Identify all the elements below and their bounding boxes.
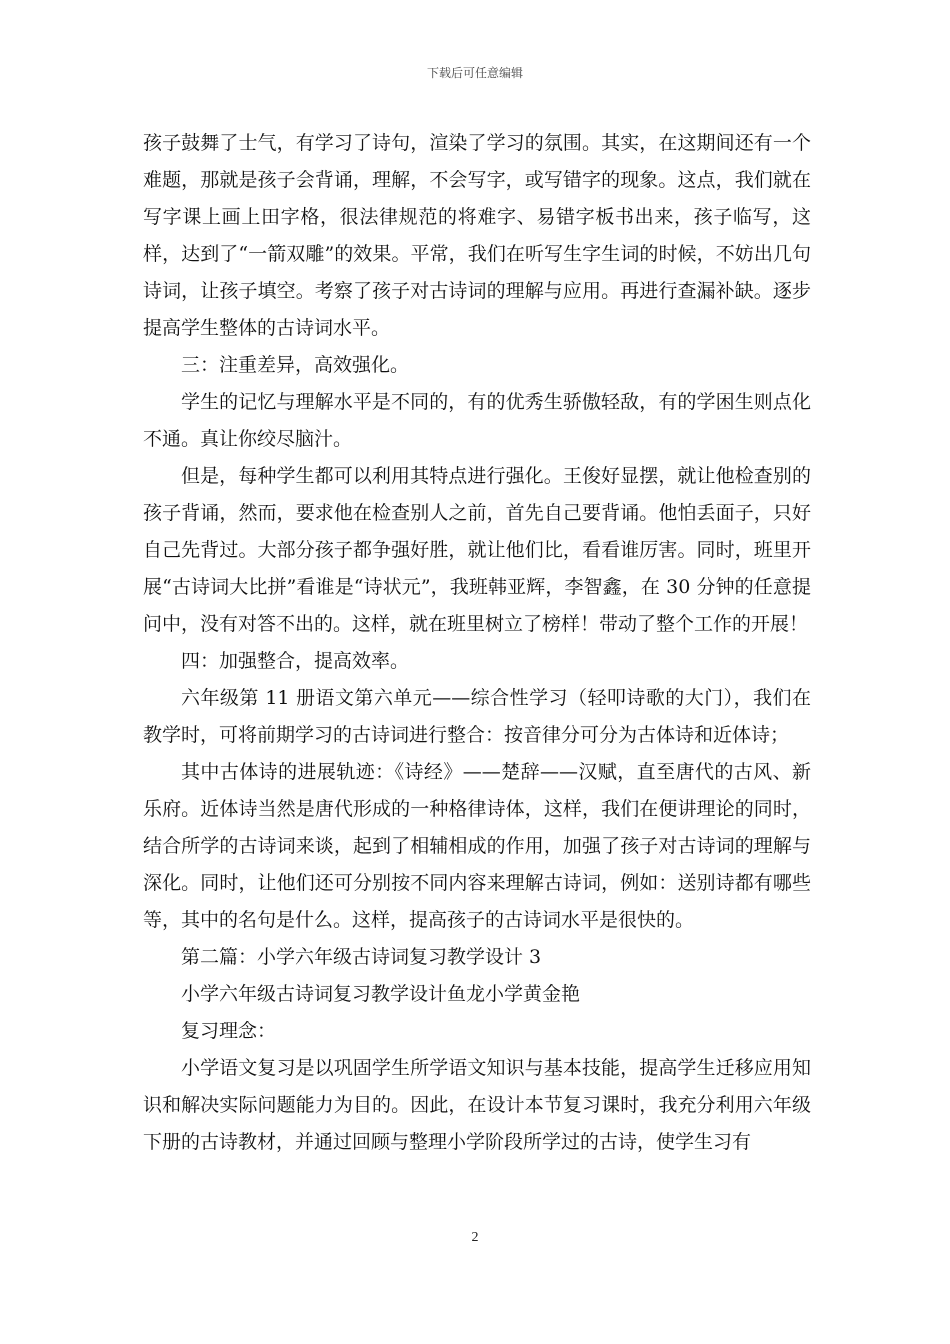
paragraph: 六年级第 11 册语文第六单元——综合性学习（轻叩诗歌的大门），我们在教学时，可将前期学习的古诗词进行整合：按音律分可分为古体诗和近体诗；: [143, 687, 811, 746]
section-heading: 四：加强整合，提高效率。: [181, 650, 410, 672]
paragraph: 小学语文复习是以巩固学生所学语文知识与基本技能，提高学生迁移应用知识和解决实际问题能力为目的。因此，在设计本节复习课时，我充分利用六年级下册的古诗教材，并通过回顾与整理小学阶段所学过的古诗，使学生习有: [143, 1057, 811, 1153]
section-heading: 复习理念：: [181, 1020, 277, 1042]
page-number: 2: [471, 1230, 479, 1245]
paragraph: 其中古体诗的进展轨迹：《诗经》——楚辞——汉赋，直至唐代的古风、新乐府。近体诗当然是唐代形成的一种格律诗体，这样，我们在便讲理论的同时，结合所学的古诗词来谈，起到了相辅相成的作用，加强了孩子对古诗词的理解与深化。同时，让他们还可分别按不同内容来理解古诗词，例如：送别诗都有哪些等，其中的名句是什么。这样，提高孩子的古诗词水平是很快的。: [143, 761, 811, 931]
section-heading: 第二篇：小学六年级古诗词复习教学设计 3: [181, 946, 542, 968]
paragraph: 但是，每种学生都可以利用其特点进行强化。王俊好显摆，就让他检查别的孩子背诵，然而，要求他在检查别人之前，首先自己要背诵。他怕丢面子，只好自己先背过。大部分孩子都争强好胜，就让他们比，看看谁厉害。同时，班里开展“古诗词大比拼”看谁是“诗状元”，我班韩亚辉，李智鑫，在 30 分钟的任意提问中，没有对答不出的。这样，就在班里树立了榜样！带动了整个工作的开展！: [143, 465, 811, 635]
page-header: 下载后可任意编辑: [426, 66, 523, 80]
paragraph: 孩子鼓舞了士气，有学习了诗句，渲染了学习的氛围。其实，在这期间还有一个难题，那就是孩子会背诵，理解，不会写字，或写错字的现象。这点，我们就在写字课上画上田字格，很法律规范的将难字、易错字板书出来，孩子临写，这样，达到了“一箭双雕”的效果。平常，我们在听写生字生词的时候，不妨出几句诗词，让孩子填空。考察了孩子对古诗词的理解与应用。再进行查漏补缺。逐步提高学生整体的古诗词水平。: [143, 132, 811, 339]
document-body: [143, 125, 811, 1161]
paragraph: 学生的记忆与理解水平是不同的，有的优秀生骄傲轻敌，有的学困生则点化不通。真让你绞尽脑汁。: [143, 391, 811, 450]
subtitle: 小学六年级古诗词复习教学设计鱼龙小学黄金艳: [181, 983, 581, 1005]
section-heading: 三：注重差异，高效强化。: [181, 354, 410, 376]
